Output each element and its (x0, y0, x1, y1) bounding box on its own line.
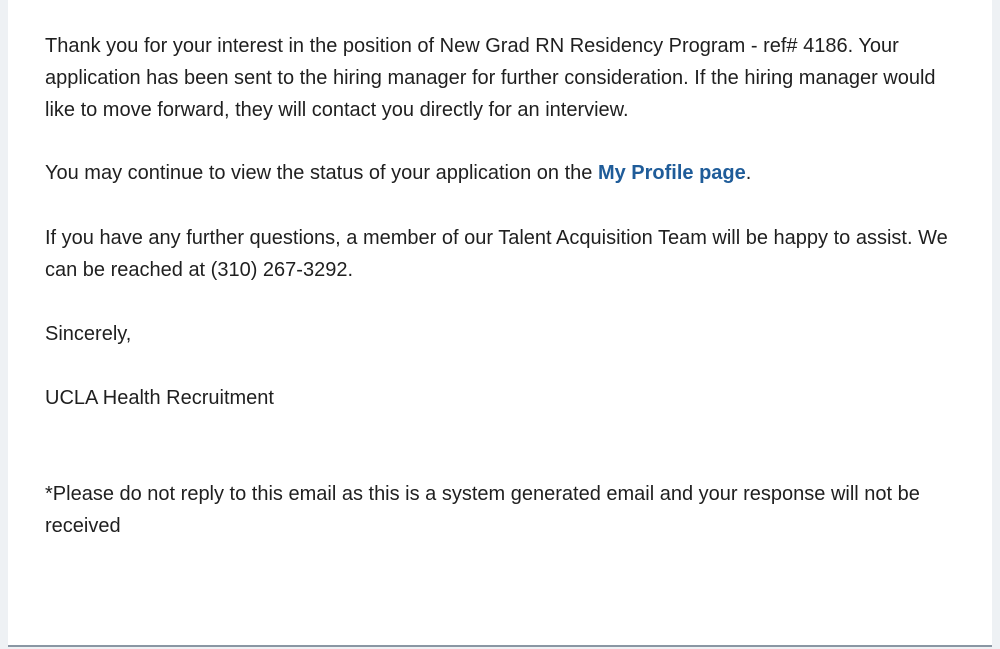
closing-text: Sincerely, (45, 323, 132, 345)
status-text: You may continue to view the status of your application on the (45, 162, 598, 184)
status-period: . (745, 162, 752, 184)
status-paragraph (45, 157, 965, 189)
email-card (8, 0, 992, 647)
my-profile-link[interactable]: My Profile page (597, 162, 746, 184)
disclaimer-text: *Please do not reply to this email as this is a system generated email and your response will not be received (45, 483, 920, 537)
questions-paragraph: If you have any further questions, a member of our Talent Acquisition Team will be happy to assist. We can be reached at (310) 267-3292. (45, 227, 948, 281)
intro-paragraph: Thank you for your interest in the position of New Grad RN Residency Program - ref# 4186. Your application has been sent to the hiring manager for further consideration. If the hiring manager would like to move forward, they will contact you directly for an interview. (45, 35, 936, 121)
signature-text: UCLA Health Recruitment (45, 387, 274, 409)
